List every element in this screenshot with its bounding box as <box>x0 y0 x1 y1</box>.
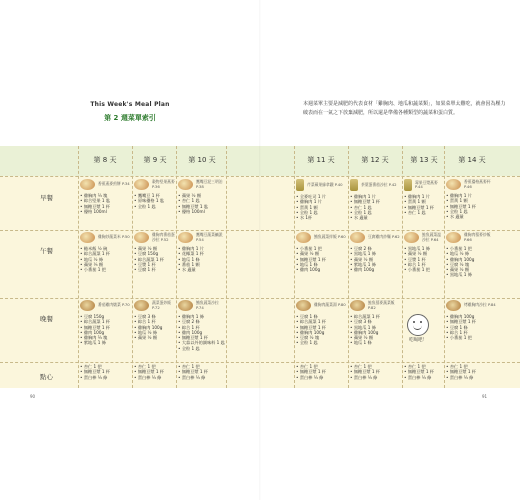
row-label-dinner: 晚餐 <box>40 315 53 323</box>
dish-photo-icon <box>134 179 149 190</box>
ingredient-item: • 無糖豆漿 1 杯 <box>296 325 346 330</box>
dish <box>296 300 346 311</box>
dish-name: 香蕉優格燕麥杯 P.46 <box>464 179 491 189</box>
ingredient-list <box>134 246 176 272</box>
ingredient-item: • 鷹嘴豆 1 杯 <box>134 193 176 198</box>
dish-name: 茶葉蛋番茄沙拉 P.42 <box>361 181 397 187</box>
column-header-day-13: 第 13 天 <box>410 156 438 164</box>
column-header-day-11: 第 11 天 <box>307 156 335 164</box>
dish-photo-icon <box>296 300 311 311</box>
ingredient-list <box>296 364 346 380</box>
ingredient-item: • 水 適量 <box>178 267 226 272</box>
ingredient-item: • 無糖豆漿 1 杯 <box>446 369 498 374</box>
ingredient-item: • 杏仁 1 匙 <box>178 198 226 203</box>
row-divider <box>0 298 520 299</box>
dish-photo-icon <box>134 232 149 243</box>
dish-name: 雞胸肉番茄蛋沙拉 P.52 <box>152 232 175 242</box>
ingredient-item: • 無糖豆漿 1 杯 <box>446 319 498 324</box>
dish-photo-icon <box>350 232 365 243</box>
dish-name: 雞胸肉蔬菜湯 P.80 <box>314 302 346 308</box>
ingredient-item: • 蘋果 ½ 顆 <box>134 246 176 251</box>
ingredient-item: • 紫地瓜 1 條 <box>350 262 400 267</box>
column-header-day-10: 第 10 天 <box>188 156 216 164</box>
ingredient-item: • 蛋白棒 ⅓ 條 <box>178 375 226 380</box>
dish <box>134 232 176 243</box>
ingredient-item: • 雞肉 100g <box>178 330 226 335</box>
ingredient-item: • 番茄 1 顆 <box>178 262 226 267</box>
ingredient-item: • 雞胸肉 ⅔ 塊 <box>80 193 130 198</box>
meal-cell-snack-day-8 <box>80 364 130 380</box>
ingredient-item: • 綜合 1 杯 <box>446 330 498 335</box>
ingredient-item: • 豆漿 1 杯 <box>134 262 176 267</box>
ingredient-item: • 無糖豆漿 1 杯 <box>404 369 444 374</box>
ingredient-item: • 豆漿 1 杯 <box>404 257 444 262</box>
ingredient-item: • 綜合 1 杯 <box>404 262 444 267</box>
ingredient-item: • 蛋白棒 ⅓ 條 <box>80 375 130 380</box>
ingredient-item: • 無糖豆漿 1 杯 <box>80 369 130 374</box>
ingredient-item: • 雞胸肉 100g <box>446 314 498 319</box>
column-divider <box>176 146 177 388</box>
ingredient-item: • 全粒 1 匙 <box>350 210 400 215</box>
ingredient-item: • 無糖豆漿 1 杯 <box>178 335 226 340</box>
dish-photo-icon <box>80 232 95 243</box>
ingredient-list <box>80 193 130 214</box>
ingredient-item: • 無糖豆漿 1 杯 <box>80 325 130 330</box>
meal-cell-dinner-day-12 <box>350 300 400 346</box>
ingredient-item: • 無糖豆漿 1 杯 <box>134 369 176 374</box>
dish-photo-icon <box>404 179 412 191</box>
ingredient-list <box>134 364 176 380</box>
dish <box>178 300 226 311</box>
dish-photo-icon <box>178 232 193 243</box>
ingredient-list <box>350 364 400 380</box>
dish-photo-icon <box>178 300 193 311</box>
column-divider <box>226 146 227 388</box>
ingredient-item: • 杏仁 1 匙 <box>404 210 444 215</box>
dish <box>446 300 498 311</box>
ingredient-list <box>296 314 346 346</box>
ingredient-item: • 蘋果 ½ 顆 <box>134 335 176 340</box>
dish <box>296 179 346 191</box>
ingredient-list <box>296 246 346 272</box>
ingredient-item: • 水 1杯 <box>296 215 346 220</box>
ingredient-list <box>446 314 498 340</box>
ingredient-item: • 花椰菜 1 杯 <box>178 251 226 256</box>
ingredient-item: • 黑地瓜 1 條 <box>404 246 444 251</box>
ingredient-item: • 豆腐 2 條 <box>178 319 226 324</box>
page-title-english: This Week's Meal Plan <box>90 101 170 108</box>
ingredient-item: • 蛋白棒 ⅓ 條 <box>350 375 400 380</box>
ingredient-item: • 小番茄 1 把 <box>404 267 444 272</box>
meal-cell-breakfast-day-12 <box>350 179 400 220</box>
meal-cell-dinner-day-14 <box>446 300 498 340</box>
dish-photo-icon <box>446 232 461 243</box>
ingredient-item: • 無糖豆漿 1 杯 <box>80 204 130 209</box>
ingredient-item: • 杏仁 1 把 <box>80 364 130 369</box>
ingredient-item: • 地瓜 ½ 條 <box>446 251 498 256</box>
meal-cell-dinner-day-9 <box>134 300 176 340</box>
dish-name: 雞胸炒蔬菜米 P.50 <box>98 234 130 240</box>
ingredient-item: • 優格 100ml <box>178 209 226 214</box>
column-divider <box>444 146 445 388</box>
column-header-day-12: 第 12 天 <box>361 156 389 164</box>
page-fold <box>259 0 261 500</box>
dish-name: 雞胸肉藜麥炒飯 P.66 <box>464 232 491 242</box>
dish-name: 鷹嘴豆蔬菜鹹派 P.54 <box>196 232 223 242</box>
ingredient-item: • 杏仁 1 把 <box>404 364 444 369</box>
meal-cell-snack-day-14 <box>446 364 498 380</box>
row-divider <box>0 176 520 177</box>
ingredient-list <box>178 364 226 380</box>
row-divider <box>0 362 520 363</box>
ingredient-item: • 蛋白棒 ⅓ 條 <box>296 375 346 380</box>
ingredient-item: • 豆腐 2 條 <box>350 246 400 251</box>
ingredient-item: • 雞肉 100g <box>296 267 346 272</box>
dish-photo-icon <box>446 179 461 190</box>
meal-cell-breakfast-day-8 <box>80 179 130 214</box>
page-number-right: 91 <box>482 394 488 399</box>
meal-cell-snack-day-9 <box>134 364 176 380</box>
ingredient-item: • 蘋果 ½ 顆 <box>350 257 400 262</box>
dish <box>350 179 400 191</box>
ingredient-item: • 蛋黃 1 顆 <box>404 199 444 204</box>
column-divider <box>402 146 403 388</box>
row-label-snack: 點心 <box>40 373 53 381</box>
ingredient-list <box>296 194 346 220</box>
dish <box>446 232 498 243</box>
dish-name: 鷹嘴豆泥三明治 P.38 <box>196 179 223 189</box>
ingredient-item: • 綜合 1 杯 <box>134 319 176 324</box>
ingredient-item: • 無糖豆漿 1 杯 <box>404 205 444 210</box>
dish <box>446 179 498 190</box>
ingredient-list <box>446 364 498 380</box>
ingredient-item: • 全粒 1 匙 <box>134 204 176 209</box>
dish-name: 蔬菜蛋炒飯 P.72 <box>152 300 171 310</box>
ingredient-item: • 原味優格 1 匙 <box>134 198 176 203</box>
ingredient-item: • 地瓜 1 條 <box>178 257 226 262</box>
meal-cell-snack-day-10 <box>178 364 226 380</box>
meal-cell-lunch-day-12 <box>350 232 400 272</box>
dish-photo-icon <box>80 179 95 190</box>
dish-name: 鮭魚蔬菜溫沙拉 P.64 <box>422 232 441 242</box>
ingredient-item: • 豆腐 ½ 塊 <box>446 262 498 267</box>
ingredient-item: • 小番茄 1 把 <box>446 246 498 251</box>
dish <box>134 300 176 311</box>
meal-cell-lunch-day-10 <box>178 232 226 272</box>
ingredient-item: • 紫地瓜 1 條 <box>80 340 130 345</box>
ingredient-item: • 優格 100ml <box>80 209 130 214</box>
page-number-left: 90 <box>30 394 36 399</box>
ingredient-list <box>350 246 400 272</box>
row-label-lunch: 午餐 <box>40 247 53 255</box>
meal-cell-lunch-day-11 <box>296 232 346 272</box>
ingredient-item: • 小番茄 1 把 <box>80 267 130 272</box>
ingredient-item: • 蘋果 ½ 顆 <box>446 267 498 272</box>
ingredient-item: • 綜合蔬菜 1 杯 <box>80 319 130 324</box>
meal-cell-breakfast-day-9 <box>134 179 176 209</box>
ingredient-item: • 豆腐 1 條 <box>446 325 498 330</box>
dish-name: 香蕉燕麥煎餅 P.34 <box>98 181 130 187</box>
meal-cell-dinner-day-8 <box>80 300 130 346</box>
column-divider <box>294 146 295 388</box>
ingredient-list <box>178 314 226 351</box>
ingredient-list <box>178 193 226 214</box>
ingredient-item: • 雞胸肉 ⅔ 塊 <box>80 335 130 340</box>
dish <box>80 300 130 311</box>
dish-name: 鮭魚藜麥蔬菜飯 P.82 <box>368 300 395 310</box>
ingredient-item: • 雞胸肉 1 片 <box>446 193 498 198</box>
ingredient-item: • 黑地瓜 1 條 <box>446 272 498 277</box>
ingredient-list <box>80 364 130 380</box>
dish <box>350 232 400 243</box>
ingredient-item: • 大蒜以外的調味料 1 匙 <box>178 340 226 345</box>
ingredient-item: • 地瓜 1 條 <box>296 262 346 267</box>
meal-cell-breakfast-day-11 <box>296 179 346 220</box>
ingredient-item: • 綜合蔬菜 1 杯 <box>296 319 346 324</box>
ingredient-item: • 杏仁 1 把 <box>178 364 226 369</box>
page-title: 第 2 週菜單索引 <box>104 114 156 122</box>
dish-photo-icon <box>446 300 461 311</box>
ingredient-item: • 杏仁 1 匙 <box>350 205 400 210</box>
ingredient-item: • 綜合蔬菜 1 杯 <box>80 251 130 256</box>
meal-cell-lunch-day-8 <box>80 232 130 272</box>
ingredient-item: • 全粒 1 匙 <box>296 340 346 345</box>
dish-photo-icon <box>80 300 95 311</box>
ingredient-list <box>404 194 444 215</box>
meal-cell-breakfast-day-14 <box>446 179 498 219</box>
meal-cell-lunch-day-13 <box>404 232 444 272</box>
ingredient-item: • 蘋果 ½ 顆 <box>178 193 226 198</box>
ingredient-item: • 全粒 1 匙 <box>446 209 498 214</box>
ingredient-item: • 蛋白棒 ⅓ 條 <box>404 375 444 380</box>
ingredient-item: • 豆腐 150g <box>80 314 130 319</box>
dish-name: 豆腐雞肉炒麵 P.62 <box>368 234 400 240</box>
dish <box>134 179 176 190</box>
dish-name: 番茄雞肉燉菜 P.70 <box>98 302 130 308</box>
ingredient-item: • 無糖豆漿 1 杯 <box>178 369 226 374</box>
ingredient-item: • 雞胸肉 1 片 <box>296 199 346 204</box>
ingredient-item: • 雞胸肉 1 片 <box>178 246 226 251</box>
meal-cell-breakfast-day-13 <box>404 179 444 215</box>
dish <box>178 179 226 190</box>
intro-paragraph: 本週菜單主要是減肥的代表食材「雞胸肉、地瓜和蔬菜類」，如果菜單太難吃，就會因為壓力破表而在一氣之下放棄減肥，所以還是準備各種類型的蔬菜和蛋白質。 <box>303 101 506 116</box>
ingredient-item: • 綜合蔬菜 1 杯 <box>134 257 176 262</box>
dish <box>178 232 226 243</box>
dish-photo-icon <box>134 300 149 311</box>
ingredient-item: • 杏仁 1 把 <box>296 364 346 369</box>
ingredient-list <box>134 193 176 209</box>
dish-name: 烤雞胸肉沙拉 P.84 <box>464 302 496 308</box>
dish-photo-icon <box>350 300 365 311</box>
ingredient-item: • 雞胸肉 100g <box>350 330 400 335</box>
meal-cell-lunch-day-14 <box>446 232 498 278</box>
ingredient-list <box>350 194 400 220</box>
ingredient-item: • 雞肉 100g <box>80 330 130 335</box>
dish-photo-icon <box>296 179 304 191</box>
ingredient-item: • 蛋白棒 ⅓ 條 <box>446 375 498 380</box>
ingredient-item: • 雞胸肉 1 片 <box>404 194 444 199</box>
ingredient-list <box>350 314 400 346</box>
ingredient-item: • 豆腐 1 杯 <box>134 267 176 272</box>
ingredient-item: • 杏仁 1 把 <box>350 364 400 369</box>
meal-cell-dinner-day-10 <box>178 300 226 351</box>
ingredient-item: • 蛋黃 1 顆 <box>296 205 346 210</box>
dish <box>350 300 400 311</box>
meal-cell-snack-day-13 <box>404 364 444 380</box>
ingredient-list <box>80 314 130 346</box>
meal-cell-dinner-day-11 <box>296 300 346 346</box>
dish <box>404 179 444 191</box>
ingredient-item: • 雞肉 100g <box>350 267 400 272</box>
meal-cell-breakfast-day-10 <box>178 179 226 214</box>
column-divider <box>348 146 349 388</box>
ingredient-item: • 地瓜 1 條 <box>350 340 400 345</box>
ingredient-item: • 水 適量 <box>446 214 498 219</box>
ingredient-list <box>446 246 498 278</box>
column-divider <box>132 146 133 388</box>
ingredient-item: • 雞胸肉 100g <box>296 330 346 335</box>
ingredient-item: • 地瓜 ½ 條 <box>80 257 130 262</box>
ingredient-item: • 綜合 1 杯 <box>178 325 226 330</box>
row-divider <box>0 230 520 231</box>
ingredient-item: • 綜合蔬菜 1 杯 <box>350 314 400 319</box>
dish-photo-icon <box>350 179 358 191</box>
column-header-day-14: 第 14 天 <box>458 156 486 164</box>
ingredient-item: • 蛋白棒 ⅓ 條 <box>134 375 176 380</box>
ingredient-item: • 小番茄 1 把 <box>296 246 346 251</box>
dish-photo-icon <box>178 179 193 190</box>
ingredient-item: • 雞胸肉 100g <box>134 325 176 330</box>
dish-name: 穀物堅果燕麥 P.36 <box>152 179 175 189</box>
ingredient-list <box>80 246 130 272</box>
ingredient-item: • 地瓜 ½ 條 <box>134 330 176 335</box>
dish <box>296 232 346 243</box>
ingredient-item: • 無糖豆漿 1 杯 <box>350 199 400 204</box>
ingredient-item: • 豆腐 ½ 塊 <box>296 335 346 340</box>
ingredient-item: • 小番茄 1 把 <box>446 335 498 340</box>
ingredient-list <box>404 246 444 272</box>
ingredient-list <box>134 314 176 340</box>
dish-name: 鮪魚蔬菜沙拉 P.74 <box>196 300 219 310</box>
ingredient-item: • 全粒 1 匙 <box>296 210 346 215</box>
ingredient-item: • 黑地瓜 1 條 <box>350 325 400 330</box>
ingredient-item: • 綜合堅果 1 匙 <box>80 198 130 203</box>
ingredient-list <box>446 193 498 219</box>
ingredient-item: • 杏仁 1 把 <box>134 364 176 369</box>
row-label-breakfast: 早餐 <box>40 194 53 202</box>
dish-name: 莓果豆漿燕麥 P.44 <box>415 179 438 189</box>
ingredient-item: • 無糖豆漿 1 杯 <box>446 204 498 209</box>
ingredient-item: • 糙米飯 ½ 碗 <box>80 246 130 251</box>
ingredient-item: • 無糖豆漿 1 杯 <box>296 369 346 374</box>
ingredient-item: • 雞胸肉 1 條 <box>178 314 226 319</box>
smiley-icon <box>407 314 429 336</box>
column-header-day-8: 第 8 天 <box>93 156 117 164</box>
ingredient-item: • 豆腐 3 條 <box>134 314 176 319</box>
ingredient-item: • 蛋黃 1 顆 <box>446 198 498 203</box>
dish <box>404 232 444 243</box>
ingredient-item: • 蘋果 ½ 顆 <box>296 251 346 256</box>
ingredient-item: • 雞胸肉 100g <box>446 257 498 262</box>
dish-name: 鮪魚蔬菜拌飯 P.60 <box>314 234 346 240</box>
ingredient-item: • 無糖豆漿 1 匙 <box>178 204 226 209</box>
ingredient-item: • 蘋果 ½ 顆 <box>350 335 400 340</box>
ingredient-item: • 雞胸肉 1 片 <box>350 194 400 199</box>
free-day-label: 吃喝吧！ <box>409 338 427 343</box>
ingredient-item: • 蘋果 ⅓ 顆 <box>80 262 130 267</box>
ingredient-item: • 黑地瓜 1 條 <box>350 251 400 256</box>
meal-cell-lunch-day-9 <box>134 232 176 272</box>
column-header-day-9: 第 9 天 <box>143 156 167 164</box>
ingredient-list <box>404 364 444 380</box>
ingredient-item: • 杏仁 1 把 <box>446 364 498 369</box>
ingredient-item: • 蘋果 ½ 顆 <box>404 251 444 256</box>
column-divider <box>78 146 79 388</box>
ingredient-item: • 無糖豆漿 1 杯 <box>296 257 346 262</box>
ingredient-item: • 全麥吐司 1 片 <box>296 194 346 199</box>
ingredient-list <box>178 246 226 272</box>
ingredient-item: • 豆腐 1 條 <box>296 314 346 319</box>
dish-photo-icon <box>404 232 419 243</box>
dish <box>80 232 130 243</box>
dish-name: 芹菜蘋果綠拿鐵 P.40 <box>307 181 343 187</box>
ingredient-item: • 無糖豆漿 1 杯 <box>350 369 400 374</box>
ingredient-item: • 豆腐 150g <box>134 251 176 256</box>
ingredient-item: • 水 適量 <box>350 215 400 220</box>
meal-cell-snack-day-12 <box>350 364 400 380</box>
meal-cell-snack-day-11 <box>296 364 346 380</box>
dish <box>80 179 130 190</box>
ingredient-item: • 豆腐 3 條 <box>350 319 400 324</box>
ingredient-item: • 全粒 1 匙 <box>178 346 226 351</box>
dish-photo-icon <box>296 232 311 243</box>
